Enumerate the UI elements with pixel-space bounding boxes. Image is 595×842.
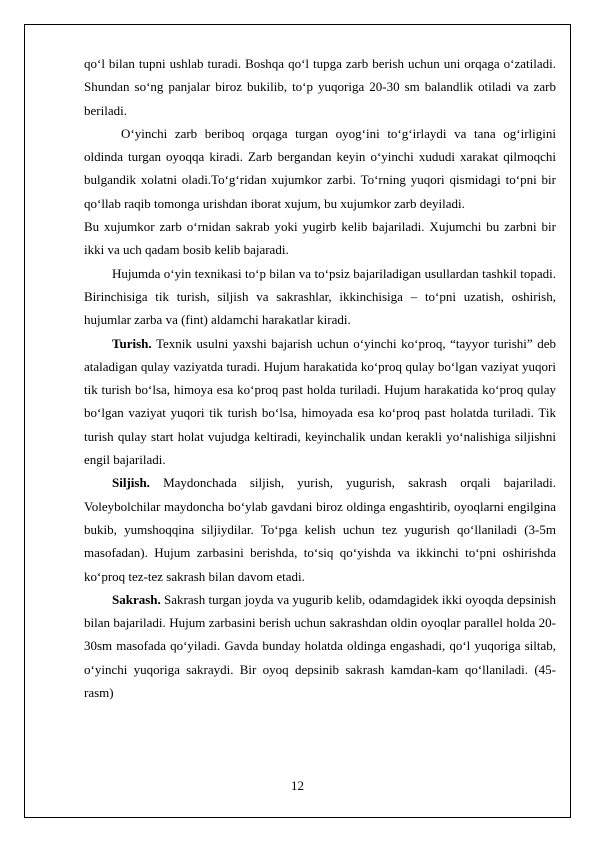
paragraph-siljish — [84, 471, 556, 587]
paragraph-sakrash-text: Sakrash turgan joyda va yugurib kelib, odamdagidek ikki oyoqda depsinish bilan bajariladi. Hujum zarbasini berish uchun sakrashdan oldin oyoqlar parallel holda 20-30sm masofada qo‘yiladi. Gavda bunday holatda oldinga engashadi, qo‘l yuqoriga siltab, o‘yinchi yuqoriga sakraydi. Bir oyoq depsinib sakrash kamdan-kam qo‘llaniladi. (45-rasm) — [84, 591, 556, 701]
paragraph-4-text: Hujumda o‘yin texnikasi to‘p bilan va to‘psiz bajariladigan usullardan tashkil topadi. Birinchisiga tik turish, siljish va sakrashlar, ikkinchisiga – to‘pni uzatish, oshirish, hujumlar zarba va (fint) aldamchi harakatlar kiradi. — [84, 265, 556, 328]
document-body — [84, 52, 556, 704]
paragraph-2 — [84, 122, 556, 215]
heading-siljish: Siljish. — [112, 475, 150, 491]
paragraph-3-text: Bu xujumkor zarb o‘rnidan sakrab yoki yugirb kelib bajariladi. Xujumchi bu zarbni bir ikki va uch qadam bosib kelib bajaradi. — [84, 219, 556, 258]
paragraph-1 — [84, 52, 556, 122]
paragraph-3 — [84, 215, 556, 262]
paragraph-sakrash — [84, 588, 556, 704]
paragraph-turish — [84, 332, 556, 472]
paragraph-siljish-text: Maydonchada siljish, yurish, yugurish, sakrash orqali bajariladi. Voleybolchilar maydoncha bo‘ylab gavdani biroz oldinga engashtirib, oyoqlarni engilgina bukib, yumshoqqina siljiydilar. To‘pga kelish uchun tez yugurish qo‘llaniladi (3-5m masofadan). Hujum zarbasini berishda, to‘siq qo‘yishda va ikkinchi to‘pni oshirishda ko‘proq tez-tez sakrash bilan davom etadi. — [84, 475, 556, 584]
paragraph-4 — [84, 262, 556, 332]
page-number: 12 — [291, 778, 304, 793]
heading-turish: Turish. — [112, 335, 152, 351]
paragraph-turish-text: Texnik usulni yaxshi bajarish uchun o‘yinchi ko‘proq, “tayyor turishi” deb ataladigan qulay vaziyatda turadi. Hujum harakatida ko‘proq qulay bo‘lgan vaziyat yuqori tik turish bo‘lsa, himoya esa ko‘proq past holda turiladi. Hujum harakatida ko‘proq qulay bo‘lgan vaziyat yuqori tik turish bo‘lsa, himoyada esa ko‘proq past holatda turiladi. Tik turish qulay start holat vujudga keltiradi, keyinchalik undan kerakli yo‘nalishiga siljishni engil bajariladi. — [84, 335, 556, 468]
paragraph-1-text: qo‘l bilan tupni ushlab turadi. Boshqa qo‘l tupga zarb berish uchun uni orqaga o‘zatiladi. Shundan so‘ng panjalar biroz bukilib, to‘p yuqoriga 20-30 sm balandlik otiladi va zarb beriladi. — [84, 56, 556, 118]
heading-sakrash: Sakrash. — [112, 591, 161, 607]
paragraph-2-text: O‘yinchi zarb beriboq orqaga turgan oyog‘ini to‘g‘irlaydi va tana og‘irligini oldinda turgan oyoqqa kiradi. Zarb bergandan keyin o‘yinchi xududi xarakat qilmoqchi bulgandik xolatni oladi.To‘g‘ridan xujumkor zarbi. To‘rning yuqori qismidagi to‘pni bir qo‘llab raqib tomonga urishdan iborat xujum, bu xujumkor zarb deyiladi. — [84, 125, 556, 211]
